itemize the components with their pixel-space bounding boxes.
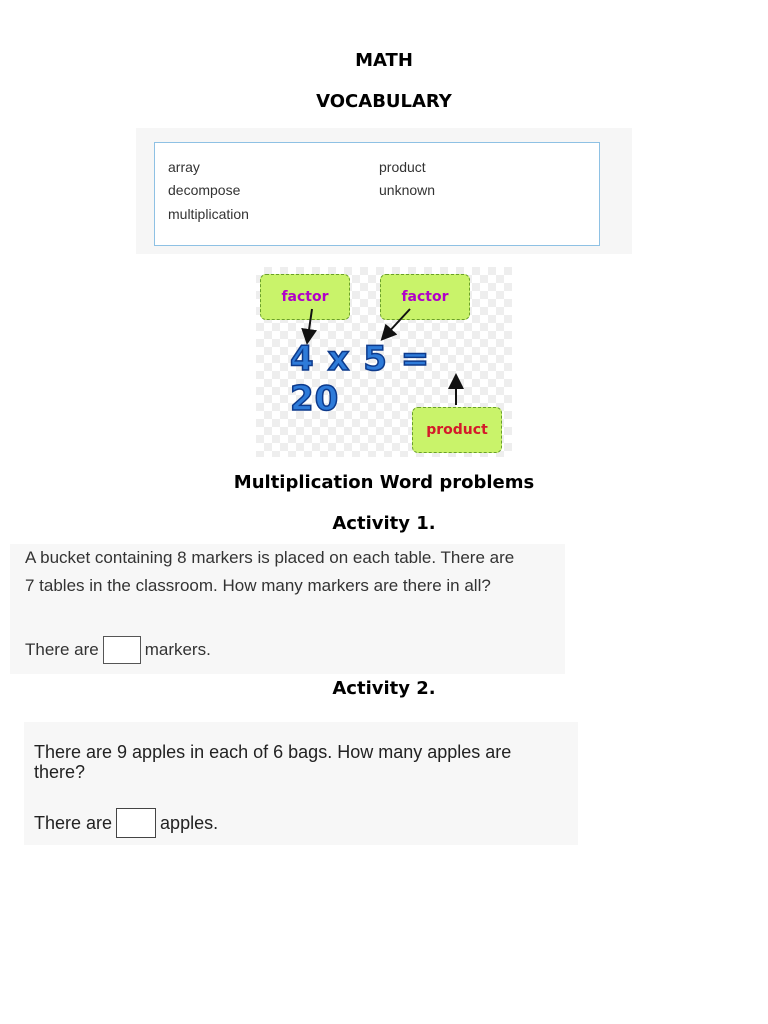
- activity-2-answer-row: [34, 808, 218, 838]
- vocab-word: decompose: [168, 182, 241, 198]
- answer-suffix: apples.: [160, 812, 219, 833]
- answer-prefix: There are: [25, 640, 99, 659]
- activity-1-panel: [10, 544, 565, 674]
- vocabulary-box: [154, 142, 600, 246]
- activity-2-title: Activity 2.: [332, 678, 436, 699]
- vocab-word: multiplication: [168, 206, 249, 222]
- factor-product-diagram: [256, 267, 512, 457]
- answer-input[interactable]: [116, 808, 156, 838]
- arrows-icon: [256, 267, 512, 457]
- vocabulary-panel: [136, 128, 632, 254]
- page-subtitle: VOCABULARY: [316, 91, 452, 112]
- vocab-word: product: [379, 159, 426, 175]
- page-title: MATH: [355, 50, 413, 71]
- activity-1-question-line: 7 tables in the classroom. How many markers are there in all?: [25, 576, 491, 595]
- factor-label: factor: [380, 274, 470, 320]
- vocab-word: unknown: [379, 182, 436, 198]
- vocab-word: array: [168, 159, 200, 175]
- activity-2-question-line: There are 9 apples in each of 6 bags. How many apples are: [34, 742, 512, 762]
- answer-prefix: There are: [34, 812, 113, 833]
- answer-suffix: markers.: [144, 640, 211, 659]
- product-label: product: [412, 407, 502, 453]
- section-title: Multiplication Word problems: [233, 472, 535, 493]
- answer-input[interactable]: [103, 636, 141, 664]
- activity-2-panel: [24, 722, 578, 845]
- factor-label: factor: [260, 274, 350, 320]
- activity-1-question-line: A bucket containing 8 markers is placed on each table. There are: [25, 548, 515, 567]
- activity-1-title: Activity 1.: [332, 513, 436, 534]
- activity-2-question-line: there?: [34, 762, 86, 782]
- equation: 4 x 5 = 20: [290, 339, 431, 419]
- activity-1-answer-row: [25, 636, 211, 664]
